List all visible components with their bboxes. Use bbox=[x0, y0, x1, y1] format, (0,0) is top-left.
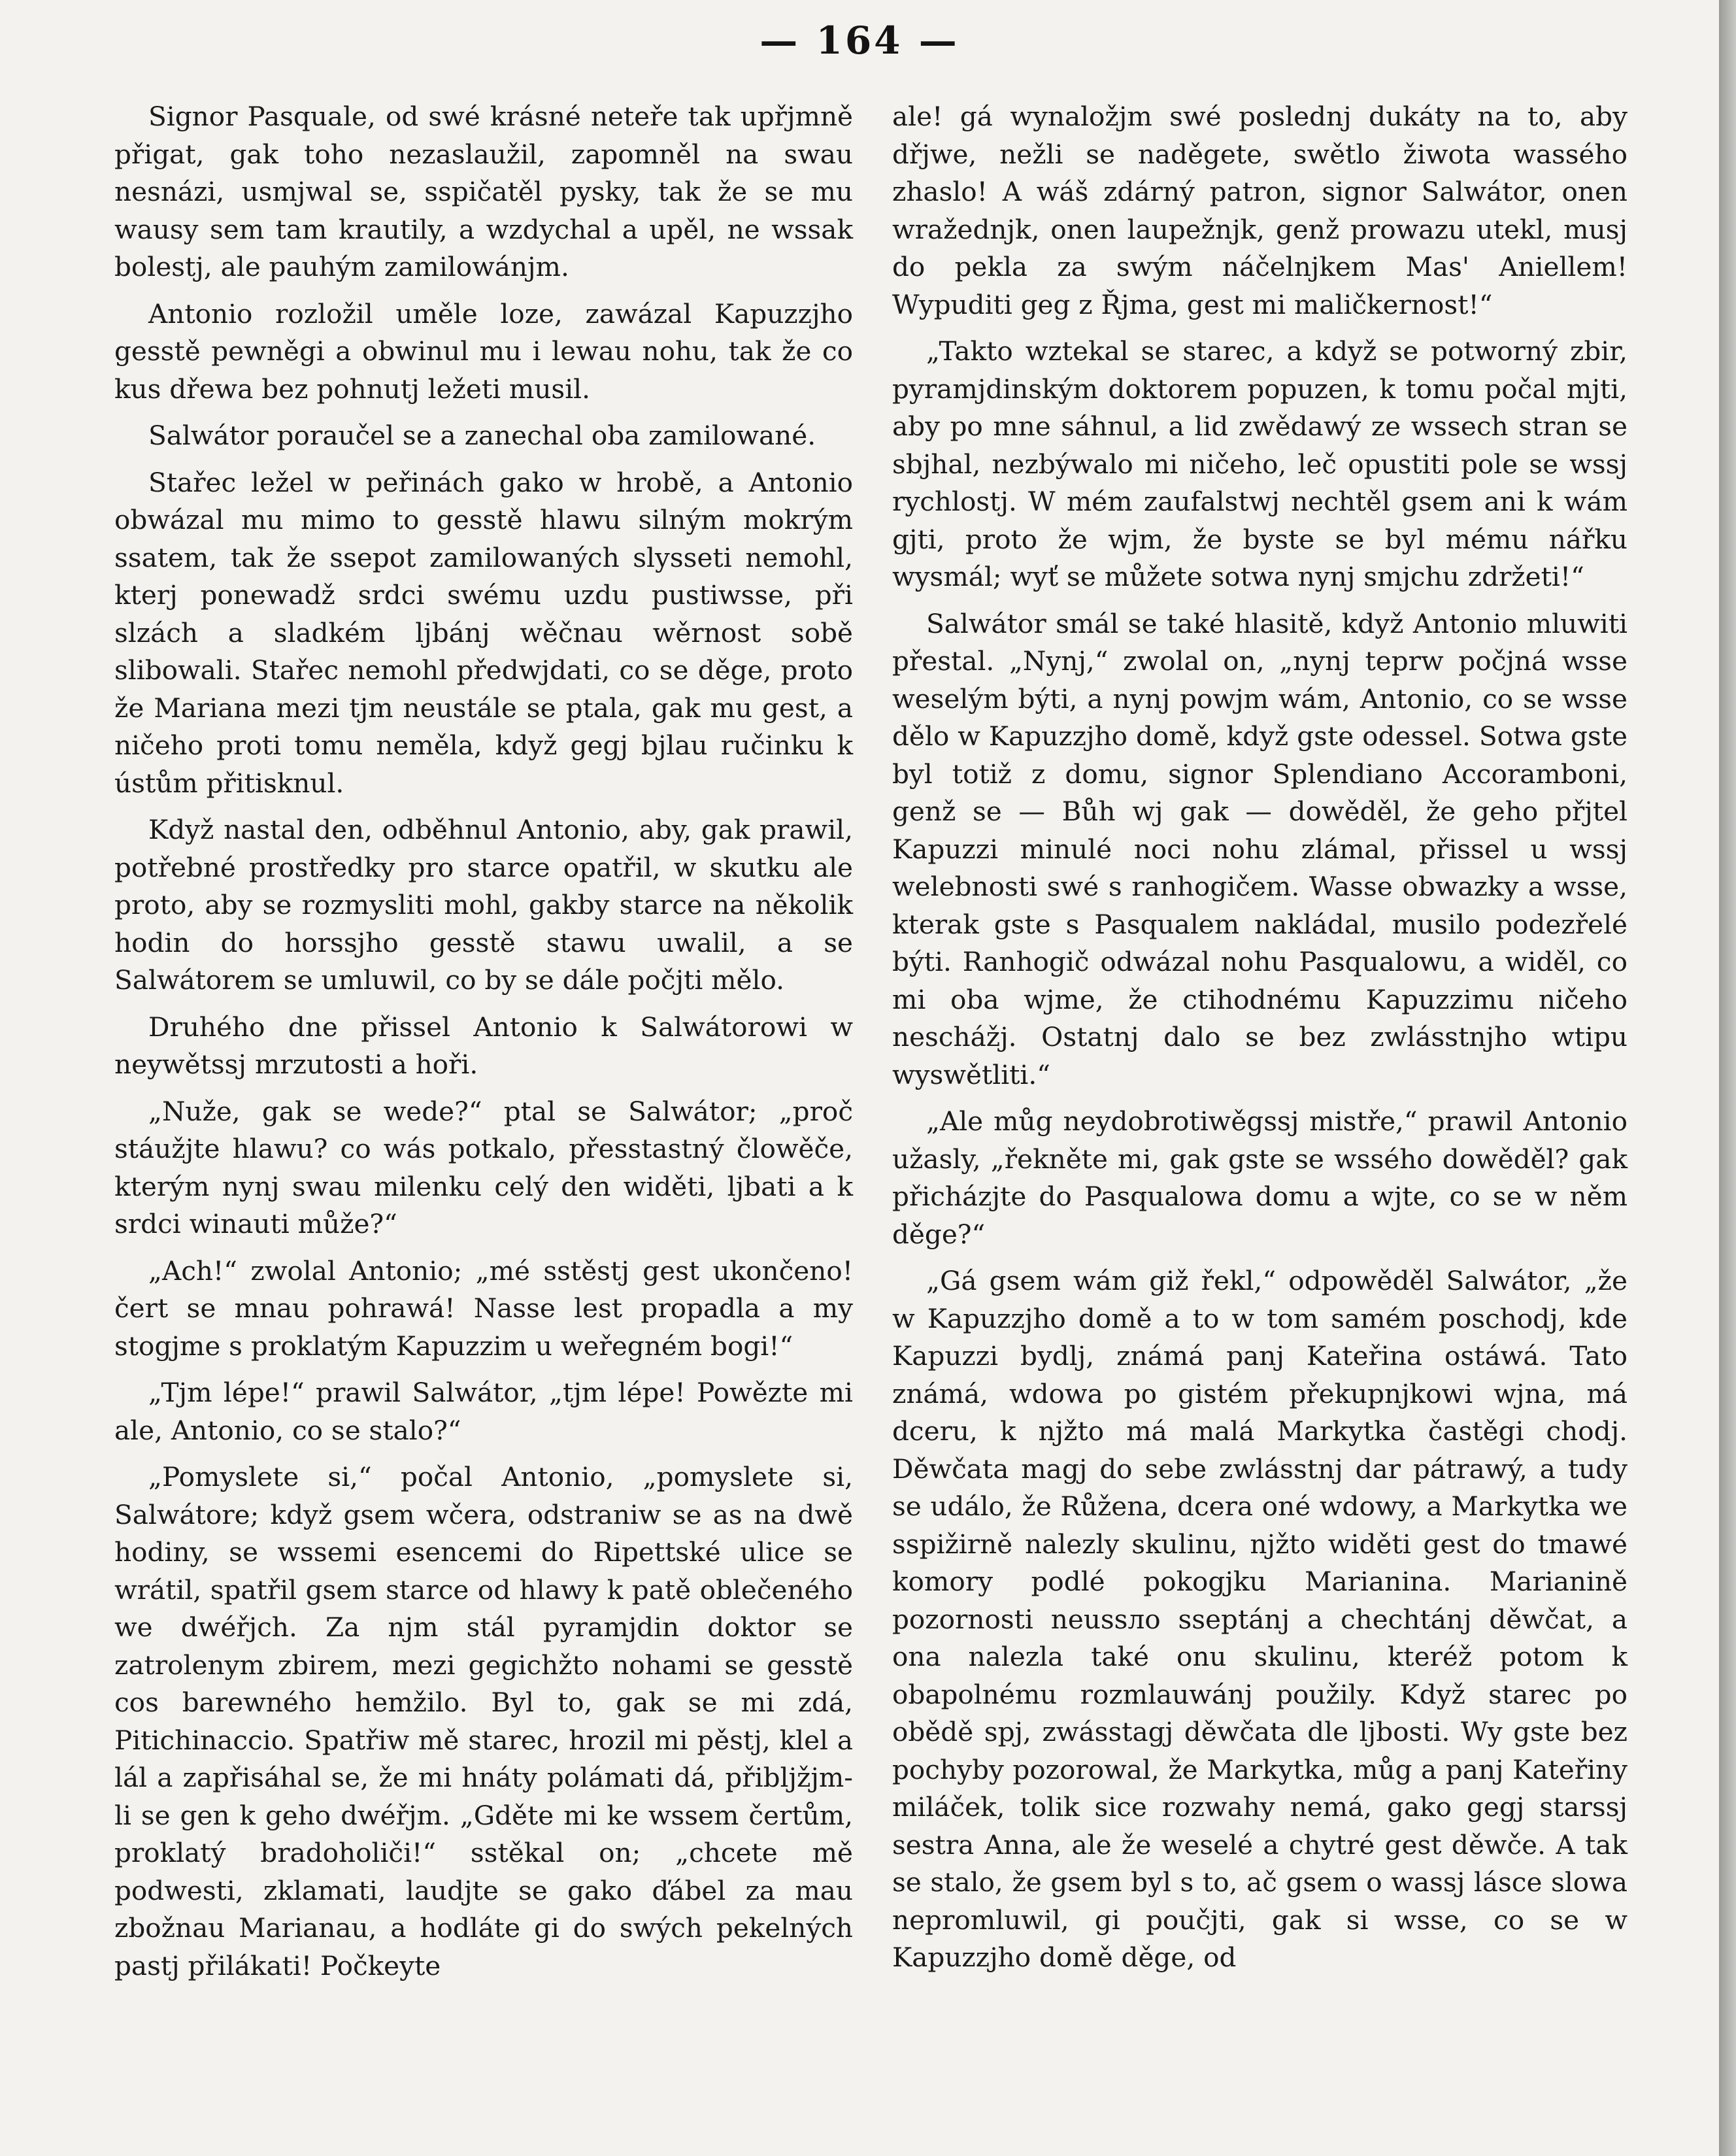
right-column bbox=[892, 98, 1628, 1986]
paragraph: „Ale můg neydobrotiwěgssj mistře,“ prawil Antonio užasly, „řekněte mi, gak gste se wssého dowěděl? gak přicházjte do Pasqualowa domu a wjte, co se w něm děge?“ bbox=[892, 1105, 1628, 1250]
paragraph: ale! gá wynaložjm swé poslednj dukáty na to, aby dřjwe, nežli se naděgete, swětlo žiwota wassého zhaslo! A wáš zdárný patron, signor Salwátor, onen wražednjk, onen laupežnjk, genž prowazu utekl, musj do pekla za swým náčelnjkem Mas' Aniellem! Wypuditi geg z Řjma, gest mi maličkernost!“ bbox=[892, 101, 1628, 320]
paragraph: „Ach!“ zwolal Antonio; „mé sstěstj gest ukončeno! čert se mnau pohrawá! Nasse lest propadla a my stogjme s proklatým Kapuzzim u weřegném bogi!“ bbox=[114, 1255, 853, 1362]
paragraph: „Pomyslete si,“ počal Antonio, „pomyslete si, Salwátore; když gsem wčera, odstraniw se as na dwě hodiny, se wssemi esencemi do Ripettské ulice se wrátil, spatřil gsem starce od hlawy k patě oblečeného we dwéřjch. Za njm stál pyramjdin doktor se zatrolenym zbirem, mezi gegichžto nohami se gesstě cos barewného hemžilo. Byl to, gak se mi zdá, Pitichinaccio. Spatřiw mě starec, hrozil mi pěstj, klel a lál a zapřisáhal se, že mi hnáty polámati dá, přibljžjm-li se gen k geho dwéřjm. „Gděte mi ke wssem čertům, proklatý bradoholiči!“ sstěkal on; „chcete mě podwesti, zklamati, laudjte se gako ďábel za mau zbožnau Marianau, a hodláte gi do swých pekelných pastj přilákati! Počkeyte bbox=[114, 1461, 853, 1981]
page-number: — 164 — bbox=[760, 18, 960, 63]
paragraph: Stařec ležel w peřinách gako w hrobě, a Antonio obwázal mu mimo to gesstě hlawu silným mokrým ssatem, tak že ssepot zamilowaných slysseti nemohl, kterj ponewadž srdci swému uzdu pustiwsse, při slzách a sladkém ljbánj wěčnau wěrnost sobě slibowali. Stařec nemohl předwjdati, co se děge, proto že Mariana mezi tjm neustále se ptala, gak mu gest, a ničeho proti tomu neměla, když gegj bjlau ručinku k ústům přitisknul. bbox=[114, 466, 853, 799]
paragraph: „Gá gsem wám giž řekl,“ odpowěděl Salwátor, „že w Kapuzzjho domě a to w tom samém poschodj, kde Kapuzzi bydlj, známá panj Kateřina ostáwá. Tato známá, wdowa po gistém překupnjkowi wjna, má dceru, k njžto má malá Markytka častěgi chodj. Děwčata magj do sebe zwlásstnj dar pátrawý, a tudy se událo, že Růžena, dcera oné wdowy, a Markytka we sspižirně nalezly skulinu, njžto widěti gest do tmawé komory podlé pokogjku Marianina. Marianině pozornosti neussло sseptánj a chechtánj děwčat, a ona nalezla také onu skulinu, kteréž potom k obapolnému rozmlauwánj použily. Když starec po obědě spj, zwásstagj děwčata dle ljbosti. Wy gste bez pochyby pozorowal, že Markytka, můg a panj Kateřiny miláček, tolik sice rozwahy nemá, gako gegj starssj sestra Anna, ale že weselé a chytré gest děwče. A tak se stalo, že gsem byl s to, ač gsem o wassj lásce slowa nepromluwil, gi poučjti, gak si wsse, co se w Kapuzzjho domě děge, od bbox=[892, 1265, 1628, 1973]
paragraph: „Tjm lépe!“ prawil Salwátor, „tjm lépe! Powězte mi ale, Antonio, co se stalo?“ bbox=[114, 1377, 853, 1446]
paragraph: Salwátor smál se také hlasitě, když Antonio mluwiti přestal. „Nynj,“ zwolal on, „nynj teprw počjná wsse weselým býti, a nynj powjm wám, Antonio, co se wsse dělo w Kapuzzjho domě, když gste odessel. Sotwa gste byl totiž z domu, signor Splendiano Accoramboni, genž se — Bůh wj gak — dowěděl, že geho přjtel Kapuzzi minulé noci nohu zlámal, přissel u wssj welebnosti swé s ranhogičem. Wasse obwazky a wsse, kterak gste s Pasqualem nakládal, musilo podezřelé býti. Ranhogič odwázal nohu Pasqualowu, a widěl, co mi oba wjme, že ctihodnému Kapuzzimu ničeho neschážj. Ostatnj dalo se bez zwlásstnjho wtipu wyswětliti.“ bbox=[892, 607, 1628, 1090]
left-column bbox=[114, 98, 853, 1994]
page-edge-shadow bbox=[1719, 0, 1736, 2156]
paragraph: „Nuže, gak se wede?“ ptal se Salwátor; „proč stáužjte hlawu? co wás potkalo, přesstastný člowěče, kterým nynj swau milenku celý den widěti, ljbati a k srdci winauti může?“ bbox=[114, 1095, 853, 1239]
paragraph: Druhého dne přissel Antonio k Salwátorowi w neywětssj mrzutosti a hoři. bbox=[114, 1011, 853, 1080]
paragraph: Antonio rozložil uměle loze, zawázal Kapuzzjho gesstě pewněgi a obwinul mu i lewau nohu, tak že co kus dřewa bez pohnutj ležeti musil. bbox=[114, 297, 853, 405]
paragraph: Když nastal den, odběhnul Antonio, aby, gak prawil, potřebné prostředky pro starce opatřil, w skutku ale proto, aby se rozmysliti mohl, gakby starce na několik hodin do horssjho gesstě stawu uwalil, a se Salwátorem se umluwil, co by se dále počjti mělo. bbox=[114, 814, 853, 996]
paragraph: Salwátor poraučel se a zanechal oba zamilowané. bbox=[148, 420, 816, 451]
paragraph: „Takto wztekal se starec, a když se potworný zbir, pyramjdinským doktorem popuzen, k tomu počal mjti, aby po mne sáhnul, a lid zwědawý ze wssech stran se sbjhal, nezbýwalo mi ničeho, leč opustiti pole se wssj rychlostj. W mém zaufalstwj nechtěl gsem ani k wám gjti, proto že wjm, že byste se byl mému nářku wysmál; wyť se můžete sotwa nynj smjchu zdržeti!“ bbox=[892, 335, 1628, 592]
paragraph: Signor Pasquale, od swé krásné neteře tak upřjmně přigat, gak toho nezaslaužil, zapomněl na swau nesnázi, usmjwal se, sspičatěl pysky, tak že se mu wausy sem tam krautily, a wzdychal a upěl, ne wssak bolestj, ale pauhým zamilowánjm. bbox=[114, 101, 853, 282]
